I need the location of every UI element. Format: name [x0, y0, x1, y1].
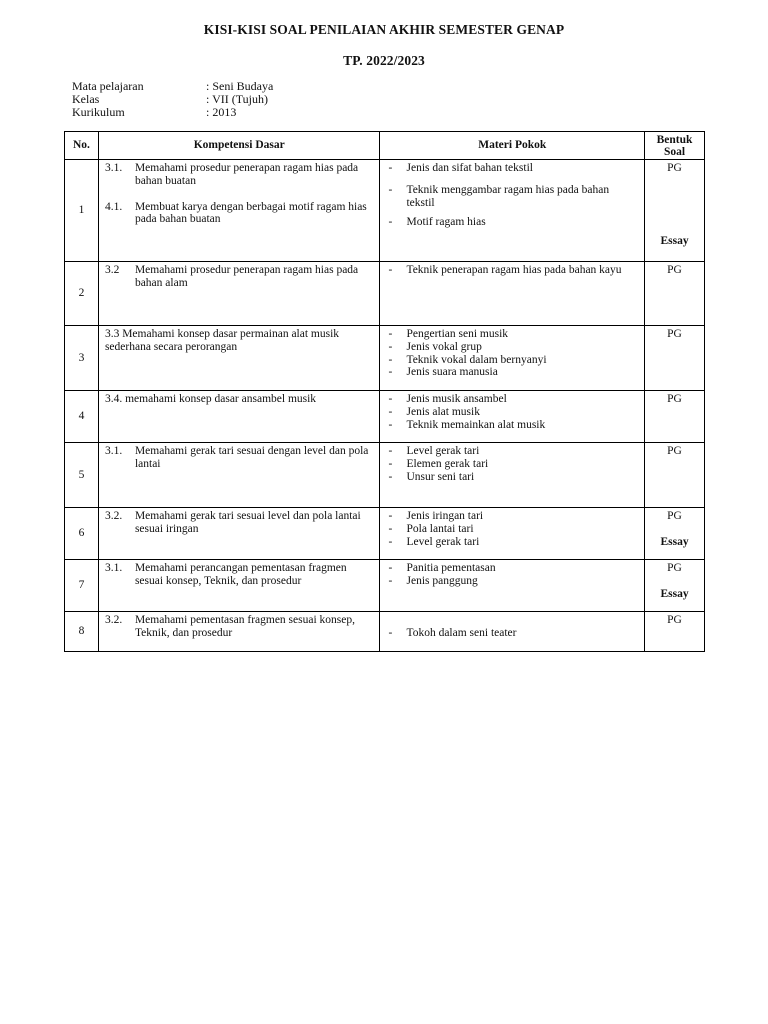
kd-item [105, 510, 374, 536]
table-row [65, 443, 705, 508]
bentuk-essay: Essay [660, 535, 689, 548]
kompetensi-dasar-cell [98, 391, 380, 443]
bentuk-pg: PG [667, 328, 682, 340]
materi-item: - Jenis panggung [388, 574, 478, 587]
materi-pokok-cell [380, 508, 645, 560]
kd-text: Memahami gerak tari sesuai dengan level dan pola lantai [134, 445, 369, 470]
kd-item [105, 201, 374, 227]
materi-item: - Pengertian seni musik [388, 328, 509, 340]
bentuk-soal-cell [645, 160, 705, 262]
kd-number: 4.1. [104, 200, 123, 213]
kd-number: 3.2 [104, 264, 120, 276]
kompetensi-dasar-cell [98, 160, 380, 262]
kompetensi-dasar-cell [98, 262, 380, 326]
kd-number: 3.1. [104, 445, 123, 457]
row-number: 1 [65, 160, 99, 262]
kd-text: Memahami prosedur penerapan ragam hias pada bahan alam [134, 264, 359, 289]
kd-text: Memahami gerak tari sesuai level dan pola lantai sesuai iringan [134, 510, 361, 535]
kd-item [105, 614, 374, 640]
header-no: No. [65, 132, 99, 160]
materi-pokok-cell [380, 391, 645, 443]
kd-item [105, 445, 374, 471]
bentuk-pg: PG [667, 614, 682, 626]
bentuk-essay: Essay [660, 234, 689, 247]
document-title: KISI-KISI SOAL PENILAIAN AKHIR SEMESTER GENAP [203, 22, 565, 37]
materi-item: - Jenis alat musik [388, 405, 480, 418]
materi-item: - Level gerak tari [388, 445, 480, 457]
bentuk-soal-cell [645, 560, 705, 612]
bentuk-pg: PG [667, 264, 682, 276]
row-number: 5 [65, 443, 99, 508]
table-row [65, 560, 705, 612]
row-number: 4 [65, 391, 99, 443]
bentuk-soal-cell [645, 443, 705, 508]
bentuk-pg: PG [667, 393, 682, 405]
kd-item [105, 264, 374, 290]
materi-item: - Jenis vokal grup [388, 340, 482, 353]
bentuk-soal-cell [645, 391, 705, 443]
materi-pokok-cell [380, 560, 645, 612]
materi-pokok-cell [380, 443, 645, 508]
materi-item: - Jenis suara manusia [388, 366, 498, 379]
kompetensi-dasar-cell [98, 326, 380, 391]
document-subtitle: TP. 2022/2023 [343, 53, 425, 68]
kisi-kisi-table [64, 131, 705, 652]
table-row [65, 160, 705, 262]
kompetensi-dasar-cell [98, 612, 380, 652]
kd-text: Memahami perancangan pementasan fragmen sesuai konsep, Teknik, dan prosedur [134, 562, 347, 587]
kompetensi-dasar-cell [98, 560, 380, 612]
materi-item: - Elemen gerak tari [388, 457, 489, 470]
meta-info [72, 80, 273, 119]
row-number: 2 [65, 262, 99, 326]
header-kompetensi-dasar: Kompetensi Dasar [98, 132, 380, 160]
meta-row-curriculum [72, 106, 273, 119]
materi-item: - Pola lantai tari [388, 522, 474, 535]
bentuk-pg: PG [667, 562, 682, 574]
bentuk-pg: PG [667, 162, 682, 174]
kompetensi-dasar-cell [98, 443, 380, 508]
kd-number: 3.2. [104, 510, 123, 522]
row-number: 8 [65, 612, 99, 652]
kd-item [105, 162, 374, 188]
materi-item: - Jenis iringan tari [388, 510, 484, 522]
materi-pokok-cell [380, 262, 645, 326]
meta-label: Kelas [72, 92, 100, 106]
table-header-row [65, 132, 705, 160]
meta-value: : 2013 [206, 105, 237, 119]
bentuk-soal-cell [645, 262, 705, 326]
table-row [65, 326, 705, 391]
bentuk-soal-cell [645, 326, 705, 391]
kd-number: 3.1. [104, 162, 123, 174]
table-row [65, 262, 705, 326]
kd-text: Memahami pementasan fragmen sesuai konsep, Teknik, dan prosedur [134, 614, 355, 639]
table-row [65, 508, 705, 560]
kd-number: 3.1. [104, 562, 123, 574]
table-row [65, 391, 705, 443]
meta-value: : Seni Budaya [206, 79, 274, 93]
materi-item: - Jenis dan sifat bahan tekstil [388, 162, 533, 174]
kd-text: 3.3 Memahami konsep dasar permainan alat musik sederhana secara perorangan [104, 328, 340, 353]
bentuk-soal-cell [645, 612, 705, 652]
header-materi-pokok: Materi Pokok [380, 132, 645, 160]
kompetensi-dasar-cell [98, 508, 380, 560]
bentuk-essay: Essay [660, 587, 689, 600]
materi-pokok-cell [380, 326, 645, 391]
kd-number: 3.2. [104, 614, 123, 626]
row-number: 7 [65, 560, 99, 612]
bentuk-pg: PG [667, 510, 682, 522]
materi-item: - Unsur seni tari [388, 470, 475, 483]
meta-label: Mata pelajaran [72, 79, 144, 93]
kd-text: Membuat karya dengan berbagai motif ragam hias pada bahan buatan [134, 200, 367, 226]
meta-value: : VII (Tujuh) [206, 92, 269, 106]
kd-text: 3.4. memahami konsep dasar ansambel musik [104, 393, 317, 405]
kd-item [105, 562, 374, 588]
materi-item: - Teknik menggambar ragam hias pada bahan tekstil [388, 183, 610, 209]
materi-item: - Tokoh dalam seni teater [388, 627, 517, 639]
materi-item: - Teknik penerapan ragam hias pada bahan kayu [388, 264, 622, 276]
materi-item: - Panitia pementasan [388, 562, 496, 574]
materi-item: - Teknik vokal dalam bernyanyi [388, 353, 547, 366]
materi-item: - Level gerak tari [388, 535, 480, 548]
materi-pokok-cell [380, 160, 645, 262]
materi-pokok-cell [380, 612, 645, 652]
row-number: 3 [65, 326, 99, 391]
materi-item: - Motif ragam hias [388, 216, 486, 229]
bentuk-pg: PG [667, 445, 682, 457]
row-number: 6 [65, 508, 99, 560]
header-bentuk-soal: Bentuk Soal [645, 132, 705, 160]
table-row [65, 612, 705, 652]
kd-text: Memahami prosedur penerapan ragam hias pada bahan buatan [134, 162, 359, 187]
bentuk-soal-cell [645, 508, 705, 560]
materi-item: - Teknik memainkan alat musik [388, 418, 546, 431]
materi-item: - Jenis musik ansambel [388, 393, 507, 405]
meta-label: Kurikulum [72, 105, 125, 119]
